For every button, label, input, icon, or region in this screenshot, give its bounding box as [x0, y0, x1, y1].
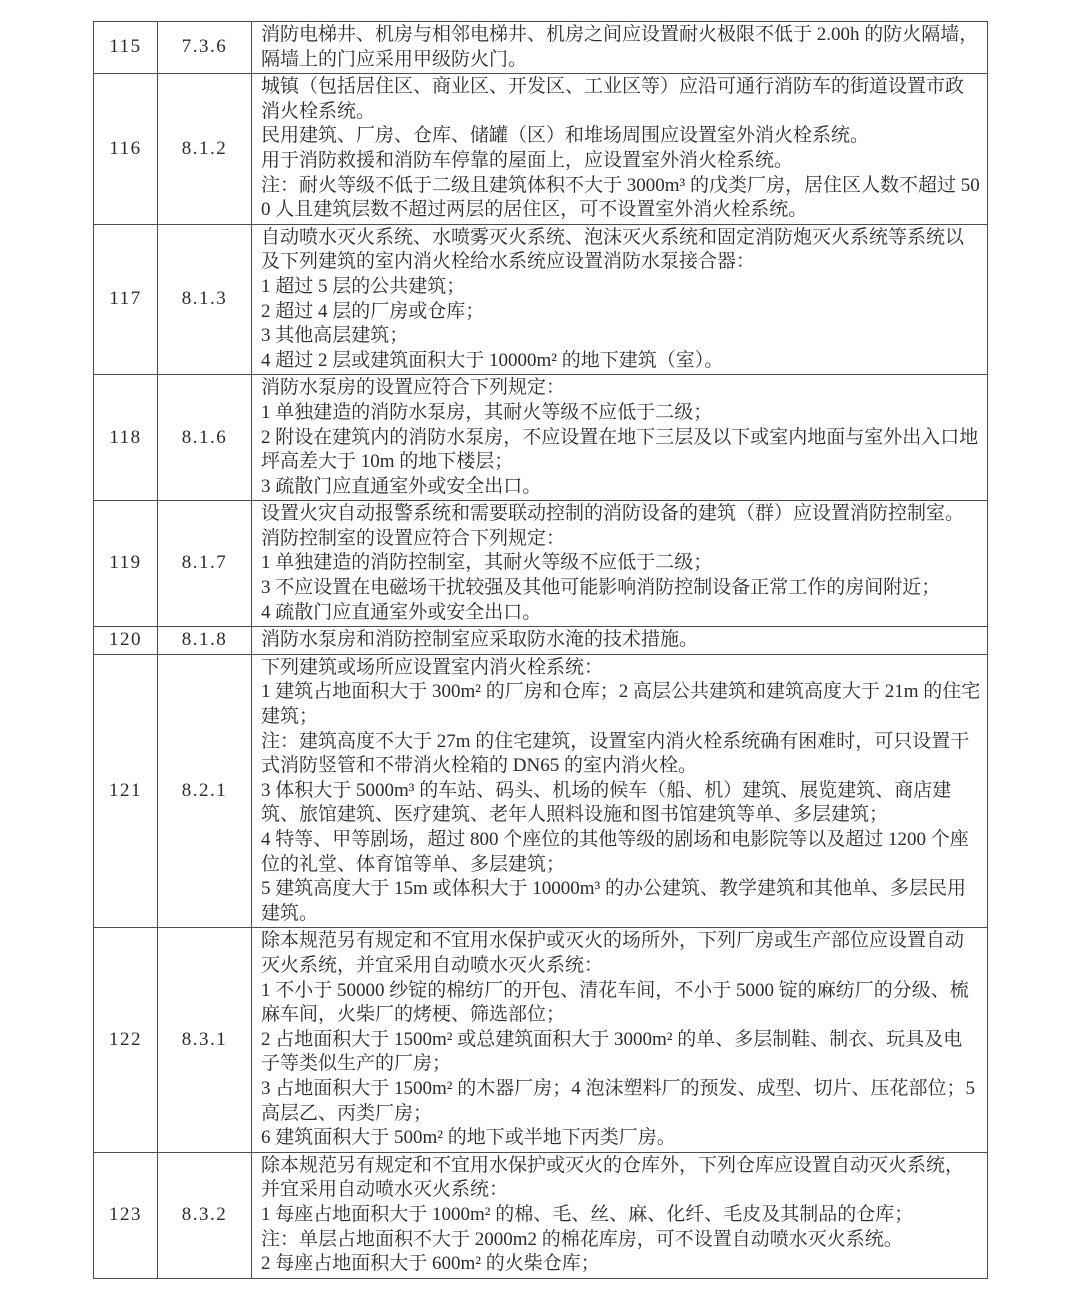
content-paragraph: 1 超过 5 层的公共建筑； — [261, 275, 466, 297]
clause-number-cell: 8.1.8 — [158, 627, 252, 655]
clause-number-cell: 8.1.7 — [158, 501, 252, 627]
row-number-cell: 119 — [94, 501, 158, 627]
content-paragraph: 3 不应设置在电磁场干扰较强及其他可能影响消防控制设备正常工作的房间附近； — [261, 577, 941, 599]
content-paragraph: 2 附设在建筑内的消防水泵房，不应设置在地下三层及以下或室内地面与室外出入口地坪高差大于 10m 的地下楼层； — [261, 426, 979, 473]
content-cell — [252, 501, 988, 627]
content-cell — [252, 654, 988, 928]
clause-number-cell: 8.3.2 — [158, 1152, 252, 1278]
row-number-cell: 121 — [94, 654, 158, 928]
table-row — [94, 22, 988, 74]
table-row — [94, 74, 988, 225]
content-paragraph: 1 不小于 50000 纱锭的棉纺厂的开包、清花车间，不小于 5000 锭的麻纺厂的分级、梳麻车间，火柴厂的烤梗、筛选部位； — [261, 979, 969, 1026]
content-paragraph: 消防水泵房和消防控制室应采取防水淹的技术措施。 — [261, 629, 699, 651]
clause-number-cell: 7.3.6 — [158, 22, 252, 74]
content-paragraph: 注：建筑高度不大于 27m 的住宅建筑，设置室内消火栓系统确有困难时，可只设置干式消防竖管和不带消火栓箱的 DN65 的室内消火栓。 — [261, 730, 970, 777]
row-number-cell: 116 — [94, 74, 158, 225]
content-cell — [252, 1152, 988, 1278]
content-paragraph: 设置火灾自动报警系统和需要联动控制的消防设备的建筑（群）应设置消防控制室。消防控制室的设置应符合下列规定： — [261, 503, 965, 549]
content-paragraph: 5 建筑高度大于 15m 或体积大于 10000m³ 的办公建筑、教学建筑和其他单、多层民用建筑。 — [261, 878, 967, 924]
content-cell — [252, 22, 988, 74]
content-paragraph: 2 占地面积大于 1500m² 或总建筑面积大于 3000m² 的单、多层制鞋、制衣、玩具及电子等类似生产的厂房； — [261, 1028, 963, 1075]
table-row — [94, 1152, 988, 1278]
content-paragraph: 消防水泵房的设置应符合下列规定： — [261, 377, 566, 399]
row-number-cell: 123 — [94, 1152, 158, 1278]
content-paragraph: 4 疏散门应直通室外或安全出口。 — [261, 601, 542, 623]
content-paragraph: 3 疏散门应直通室外或安全出口。 — [261, 475, 542, 497]
table-row — [94, 501, 988, 627]
content-paragraph: 2 超过 4 层的厂房或仓库； — [261, 300, 485, 322]
content-paragraph: 2 每座占地面积大于 600m² 的火柴仓库； — [261, 1253, 600, 1275]
row-number-cell: 120 — [94, 627, 158, 655]
regulation-table-body — [94, 22, 988, 1279]
table-row — [94, 224, 988, 375]
content-cell — [252, 375, 988, 501]
content-cell — [252, 627, 988, 655]
content-paragraph: 城镇（包括居住区、商业区、开发区、工业区等）应沿可通行消防车的街道设置市政消火栓系统。 — [261, 76, 965, 122]
content-paragraph: 1 建筑占地面积大于 300m² 的厂房和仓库；2 高层公共建筑和建筑高度大于 21m 的住宅建筑； — [261, 681, 981, 728]
row-number-cell: 117 — [94, 224, 158, 375]
content-paragraph: 自动喷水灭火系统、水喷雾灭火系统、泡沫灭火系统和固定消防炮灭火系统等系统以及下列建筑的室内消火栓给水系统应设置消防水泵接合器： — [261, 226, 965, 273]
table-row — [94, 627, 988, 655]
content-paragraph: 4 特等、甲等剧场，超过 800 个座位的其他等级的剧场和电影院等以及超过 1200 个座位的礼堂、体育馆等单、多层建筑； — [261, 829, 969, 875]
content-paragraph: 1 单独建造的消防控制室，其耐火等级不应低于二级； — [261, 552, 713, 574]
regulation-table — [93, 21, 988, 1279]
content-paragraph: 注：单层占地面积不大于 2000m2 的棉花库房，可不设置自动喷水灭火系统。 — [261, 1228, 903, 1250]
content-cell — [252, 928, 988, 1152]
content-cell — [252, 74, 988, 225]
content-paragraph: 3 体积大于 5000m³ 的车站、码头、机场的候车（船、机）建筑、展览建筑、商店建筑、旅馆建筑、医疗建筑、老年人照料设施和图书馆建筑等单、多层建筑； — [261, 779, 952, 826]
row-number-cell: 122 — [94, 928, 158, 1152]
content-paragraph: 除本规范另有规定和不宜用水保护或灭火的场所外，下列厂房或生产部位应设置自动灭火系统，并宜采用自动喷水灭火系统： — [261, 930, 965, 976]
content-cell — [252, 224, 988, 375]
content-paragraph: 3 其他高层建筑； — [261, 325, 409, 347]
content-paragraph: 1 每座占地面积大于 1000m² 的棉、毛、丝、麻、化纤、毛皮及其制品的仓库； — [261, 1203, 914, 1225]
table-row — [94, 654, 988, 928]
content-paragraph: 除本规范另有规定和不宜用水保护或灭火的仓库外，下列仓库应设置自动灭火系统，并宜采用自动喷水灭火系统： — [261, 1154, 965, 1201]
row-number-cell: 115 — [94, 22, 158, 74]
content-paragraph: 用于消防救援和消防车停靠的屋面上，应设置室外消火栓系统。 — [261, 149, 794, 171]
content-paragraph: 民用建筑、厂房、仓库、储罐（区）和堆场周围应设置室外消火栓系统。 — [261, 125, 870, 147]
clause-number-cell: 8.1.6 — [158, 375, 252, 501]
content-paragraph: 4 超过 2 层或建筑面积大于 10000m² 的地下建筑（室）。 — [261, 349, 724, 371]
content-paragraph: 下列建筑或场所应设置室内消火栓系统： — [261, 656, 604, 678]
row-number-cell: 118 — [94, 375, 158, 501]
clause-number-cell: 8.3.1 — [158, 928, 252, 1152]
content-paragraph: 3 占地面积大于 1500m² 的木器厂房；4 泡沫塑料厂的预发、成型、切片、压花部位；5 高层乙、丙类厂房； — [261, 1077, 975, 1124]
table-row — [94, 928, 988, 1152]
clause-number-cell: 8.1.3 — [158, 224, 252, 375]
content-paragraph: 6 建筑面积大于 500m² 的地下或半地下丙类厂房。 — [261, 1127, 676, 1149]
clause-number-cell: 8.1.2 — [158, 74, 252, 225]
content-paragraph: 注：耐火等级不低于二级且建筑体积不大于 3000m³ 的戊类厂房，居住区人数不超过 500 人且建筑层数不超过两层的居住区，可不设置室外消火栓系统。 — [261, 174, 980, 221]
table-row — [94, 375, 988, 501]
clause-number-cell: 8.2.1 — [158, 654, 252, 928]
content-paragraph: 消防电梯井、机房与相邻电梯井、机房之间应设置耐火极限不低于 2.00h 的防火隔墙，隔墙上的门应采用甲级防火门。 — [261, 24, 979, 70]
content-paragraph: 1 单独建造的消防水泵房，其耐火等级不应低于二级； — [261, 401, 713, 423]
